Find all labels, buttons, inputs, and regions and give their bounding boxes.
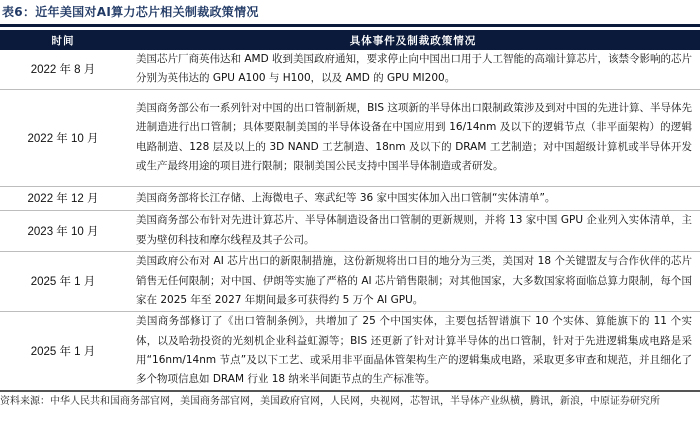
row-time: 2025 年 1 月 <box>0 311 126 391</box>
header-time: 时间 <box>0 30 126 50</box>
row-time: 2025 年 1 月 <box>0 251 126 311</box>
header-event: 具体事件及制裁政策情况 <box>126 30 700 50</box>
table-row <box>0 89 700 186</box>
title-divider <box>0 24 700 27</box>
row-time: 2022 年 8 月 <box>0 50 126 89</box>
row-event: 美国商务部公布一系列针对中国的出口管制新规，BIS 这项新的半导体出口限制政策涉及到对中国的先进计算、半导体先进制造进行出口管制；具体要限制美国的半导体设备在中国应用到 16/14nm 及以下的逻辑节点（非平面架构）的逻辑电路制造、128 层及以上的 3D NAND 工艺制造、18nm 及以下的 DRAM 工艺制造；对中国超级计算机或半导体开发或生产最终用途的项目进行限制；限制美国公民支持中国半导体制造或者研发。 <box>126 89 700 186</box>
table-row <box>0 251 700 311</box>
row-event: 美国商务部修订了《出口管制条例》，共增加了 25 个中国实体，主要包括智谱旗下 10 个实体、算能旗下的 11 个实体，以及哈勃投资的光刻机企业科益虹源等；BIS 还更新了针对计算半导体的出口管制，针对于先进逻辑集成电路是采用“16nm/14nm 节点”及以下工艺、或采用非平面晶体管架构生产的逻辑集成电路，采取更多审查和规范，并且细化了多个物项信息如 DRAM 行业 18 纳米半间距节点的生产标准等。 <box>126 311 700 391</box>
row-event: 美国商务部将长江存储、上海微电子、寒武纪等 36 家中国实体加入出口管制“实体清单”。 <box>126 186 700 210</box>
source-note: 资料来源：中华人民共和国商务部官网，美国商务部官网，美国政府官网，人民网，央视网，芯智讯，半导体产业纵横，腾讯，新浪，中原证券研究所 <box>0 396 660 407</box>
row-event: 美国政府公布对 AI 芯片出口的新限制措施，这份新规将出口目的地分为三类，美国对 18 个关键盟友与合作伙伴的芯片销售无任何限制；对中国、伊朗等实施了严格的 AI 芯片销售限制；对其他国家，大多数国家将面临总算力限制，每个国家在 2025 年至 2027 年期间最多可获得约 5 万个 AI GPU。 <box>126 251 700 311</box>
table-header-row <box>0 30 700 50</box>
table-title: 表6：近年美国对AI算力芯片相关制裁政策情况 <box>2 5 259 19</box>
table-row <box>0 50 700 89</box>
policy-table <box>0 30 700 392</box>
table-row <box>0 186 700 210</box>
table-row <box>0 311 700 391</box>
row-time: 2022 年 12 月 <box>0 186 126 210</box>
table-row <box>0 210 700 251</box>
row-event: 美国芯片厂商英伟达和 AMD 收到美国政府通知，要求停止向中国出口用于人工智能的高端计算芯片，该禁令影响的芯片分别为英伟达的 GPU A100 与 H100，以及 AMD 的 GPU MI200。 <box>126 50 700 89</box>
row-time: 2022 年 10 月 <box>0 89 126 186</box>
row-event: 美国商务部公布针对先进计算芯片、半导体制造设备出口管制的更新规则，并将 13 家中国 GPU 企业列入实体清单，主要为壁仞科技和摩尔线程及其子公司。 <box>126 210 700 251</box>
row-time: 2023 年 10 月 <box>0 210 126 251</box>
